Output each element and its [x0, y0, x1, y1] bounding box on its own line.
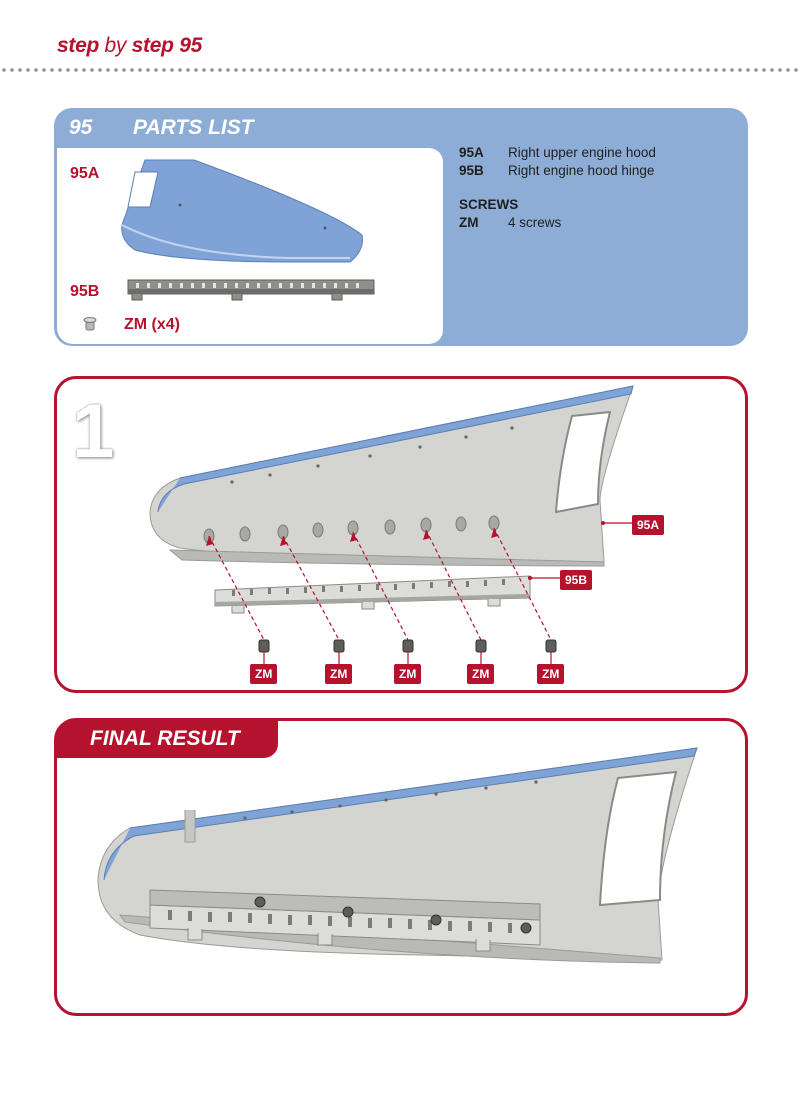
step-count: 95	[179, 34, 202, 57]
part-label-95b: 95B	[70, 283, 100, 300]
part-label-screws: ZM (x4)	[124, 316, 180, 333]
callout-zm: ZM	[467, 664, 494, 684]
callout-95b: 95B	[560, 570, 592, 590]
callout-zm: ZM	[325, 664, 352, 684]
step-number: 1	[72, 389, 115, 474]
by-word: by	[104, 34, 127, 57]
screws-heading: SCREWS	[459, 197, 519, 212]
callout-zm: ZM	[250, 664, 277, 684]
callout-zm: ZM	[537, 664, 564, 684]
screws-row: ZM 4 screws	[459, 215, 562, 230]
step-word-2: step	[131, 34, 174, 57]
parts-list-row: 95B Right engine hood hinge	[459, 163, 655, 178]
parts-list-title: PARTS LIST	[133, 116, 254, 139]
callout-zm: ZM	[394, 664, 421, 684]
parts-step-number: 95	[69, 116, 93, 139]
parts-list-row: 95A Right upper engine hood	[459, 145, 656, 160]
step-word: step	[57, 34, 99, 57]
part-label-95a: 95A	[70, 165, 100, 182]
final-result-title: FINAL RESULT	[90, 727, 240, 750]
callout-95a: 95A	[632, 515, 664, 535]
